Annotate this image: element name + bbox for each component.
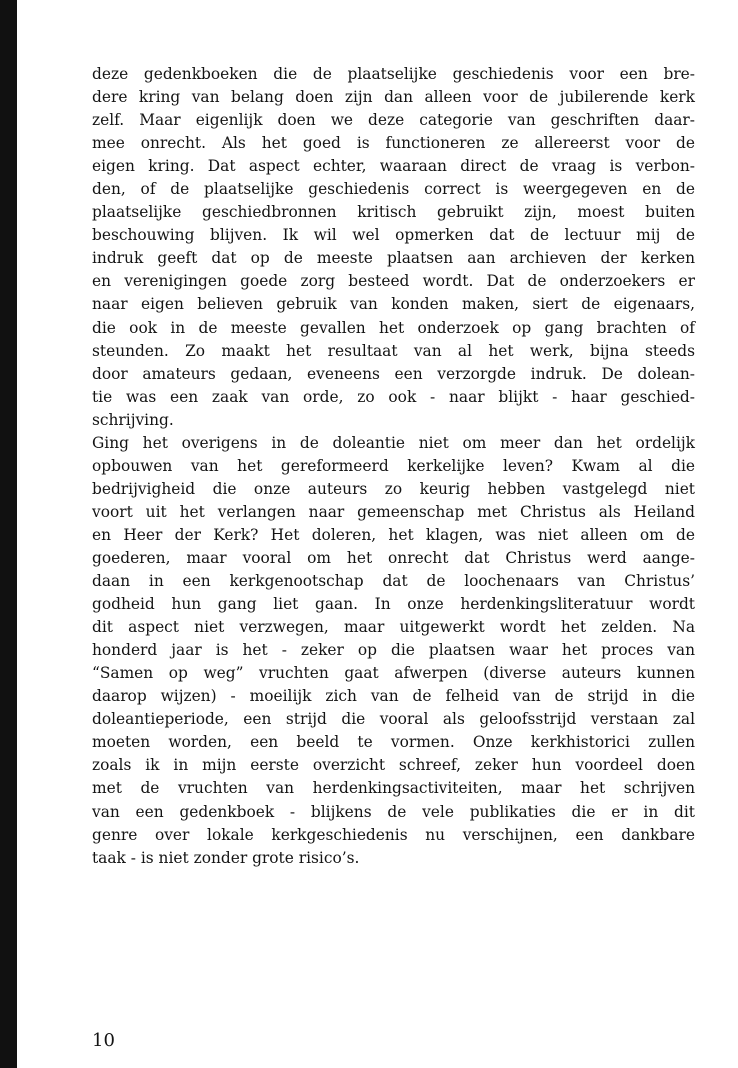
page-number: 10 <box>92 1030 115 1051</box>
text-line: daan in een kerkgenootschap dat de loochenaars van Christus’ <box>92 572 695 591</box>
text-line: en Heer der Kerk? Het doleren, het klagen, was niet alleen om de <box>92 525 695 544</box>
text-line: plaatselijke geschiedbronnen kritisch gebruikt zijn, moest buiten <box>92 203 695 222</box>
text-line: Ging het overigens in de doleantie niet om meer dan het ordelijk <box>92 433 695 452</box>
text-line: daarop wijzen) - moeilijk zich van de felheid van de strijd in die <box>92 687 695 706</box>
text-line: dere kring van belang doen zijn dan alleen voor de jubilerende kerk <box>92 88 695 107</box>
text-line: met de vruchten van herdenkingsactiviteiten, maar het schrijven <box>92 779 695 798</box>
text-line: opbouwen van het gereformeerd kerkelijke leven? Kwam al die <box>92 456 695 475</box>
text-line: den, of de plaatselijke geschiedenis correct is weergegeven en de <box>92 180 695 199</box>
text-line: beschouwing blijven. Ik wil wel opmerken dat de lectuur mij de <box>92 226 695 245</box>
text-line: zelf. Maar eigenlijk doen we deze categorie van geschriften daar- <box>92 111 695 130</box>
text-line: indruk geeft dat op de meeste plaatsen aan archieven der kerken <box>92 249 695 268</box>
body-text <box>92 63 695 870</box>
text-line: dit aspect niet verzwegen, maar uitgewerkt wordt het zelden. Na <box>92 618 695 637</box>
text-line: goederen, maar vooral om het onrecht dat Christus werd aange- <box>92 548 695 567</box>
text-line: doleantieperiode, een strijd die vooral als geloofsstrijd verstaan zal <box>92 710 695 729</box>
text-line: tie was een zaak van orde, zo ook - naar blijkt - haar geschied- <box>92 387 695 406</box>
text-line: mee onrecht. Als het goed is functioneren ze allereerst voor de <box>92 134 695 153</box>
text-line: steunden. Zo maakt het resultaat van al het werk, bijna steeds <box>92 341 695 360</box>
text-line: naar eigen believen gebruik van konden maken, siert de eigenaars, <box>92 295 695 314</box>
text-line: eigen kring. Dat aspect echter, waaraan direct de vraag is verbon- <box>92 157 695 176</box>
text-line: zoals ik in mijn eerste overzicht schreef, zeker hun voordeel doen <box>92 756 695 775</box>
text-line: genre over lokale kerkgeschiedenis nu verschijnen, een dankbare <box>92 825 695 844</box>
text-line: honderd jaar is het - zeker op die plaatsen waar het proces van <box>92 641 695 660</box>
text-line: deze gedenkboeken die de plaatselijke geschiedenis voor een bre- <box>92 65 695 83</box>
text-line: “Samen op weg” vruchten gaat afwerpen (diverse auteurs kunnen <box>92 664 695 683</box>
text-line: godheid hun gang liet gaan. In onze herdenkingsliteratuur wordt <box>92 595 695 614</box>
text-line: voort uit het verlangen naar gemeenschap met Christus als Heiland <box>92 502 695 521</box>
text-line: en verenigingen goede zorg besteed wordt. Dat de onderzoekers er <box>92 272 695 291</box>
text-line: moeten worden, een beeld te vormen. Onze kerkhistorici zullen <box>92 733 695 752</box>
text-line: schrijving. <box>92 410 174 429</box>
scan-edge-shadow <box>0 0 17 1068</box>
text-line: bedrijvigheid die onze auteurs zo keurig hebben vastgelegd niet <box>92 479 695 498</box>
text-line: taak - is niet zonder grote risico’s. <box>92 848 360 867</box>
text-line: die ook in de meeste gevallen het onderzoek op gang brachten of <box>92 318 695 337</box>
text-line: door amateurs gedaan, eveneens een verzorgde indruk. De dolean- <box>92 364 695 383</box>
text-line: van een gedenkboek - blijkens de vele publikaties die er in dit <box>92 802 695 821</box>
